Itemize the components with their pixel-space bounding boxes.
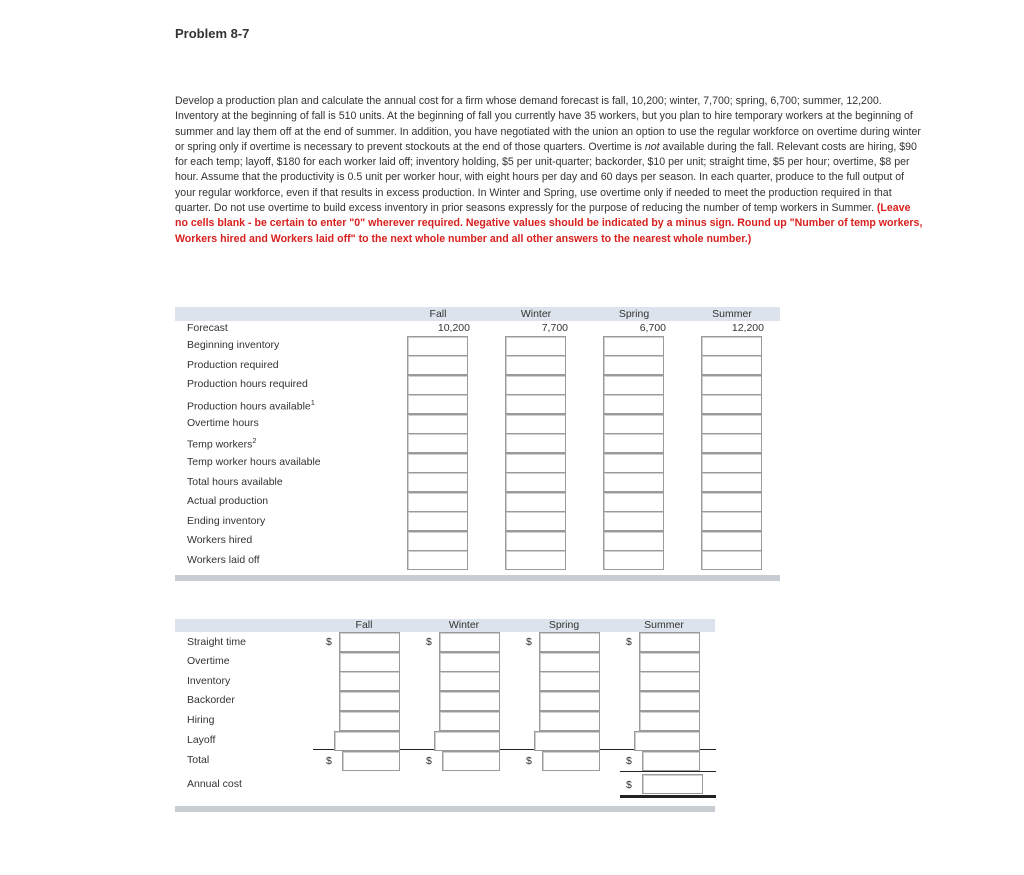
cost-fall-total-dollar-sign: $ <box>326 755 332 767</box>
cost-fall-straight-time-dollar-sign: $ <box>326 636 332 648</box>
plan-fall-temp-worker-hours-available-cell <box>407 453 468 473</box>
plan-fall-workers-hired-input[interactable] <box>408 533 467 551</box>
plan-winter-ending-inventory-cell <box>505 511 566 531</box>
cost-summer-backorder-input[interactable] <box>640 693 699 711</box>
cost-winter-backorder-cell <box>439 691 500 711</box>
plan-summer-production-required-cell <box>701 355 762 375</box>
cost-fall-inventory-input[interactable] <box>340 673 399 691</box>
cost-spring-layoff-input[interactable] <box>535 733 599 751</box>
cost-fall-layoff-input[interactable] <box>335 733 399 751</box>
plan-fall-production-hours-required-cell <box>407 375 468 395</box>
cost-winter-overtime-input[interactable] <box>440 654 499 672</box>
plan-summer-actual-production-input[interactable] <box>702 494 761 512</box>
plan-winter-total-hours-available-input[interactable] <box>506 474 565 492</box>
plan-fall-temp-workers-input[interactable] <box>408 435 467 453</box>
plan-summer-workers-laid-off-cell <box>701 550 762 570</box>
cost-winter-hiring-cell <box>439 711 500 731</box>
footnote-2: 2 <box>252 436 257 445</box>
cost-winter-inventory-input[interactable] <box>440 673 499 691</box>
row-label-workers-hired <box>187 534 252 546</box>
plan-spring-actual-production-input[interactable] <box>604 494 663 512</box>
cost-winter-layoff-input[interactable] <box>435 733 499 751</box>
plan-summer-production-hours-required-cell <box>701 375 762 395</box>
plan-fall-total-hours-available-input[interactable] <box>408 474 467 492</box>
cost-winter-total-input[interactable] <box>443 753 499 771</box>
plan-spring-total-hours-available-cell <box>603 472 664 492</box>
cost-fall-inventory-cell <box>339 671 400 691</box>
cost-spring-hiring-cell <box>539 711 600 731</box>
row-label-workers-laid-off <box>187 554 260 566</box>
plan-winter-actual-production-input[interactable] <box>506 494 565 512</box>
problem-statement <box>175 94 925 247</box>
annual-double-rule <box>620 795 716 798</box>
plan-fall-actual-production-cell <box>407 492 468 512</box>
plan-winter-actual-production-cell <box>505 492 566 512</box>
plan-summer-ending-inventory-cell <box>701 511 762 531</box>
cost-summer-straight-time-input[interactable] <box>640 634 699 652</box>
plan-fall-beginning-inventory-input[interactable] <box>408 338 467 356</box>
plan-table-header-bar <box>175 307 780 321</box>
cost-col-summer: Summer <box>644 619 684 631</box>
plan-fall-ending-inventory-cell <box>407 511 468 531</box>
plan-winter-production-hours-available-cell <box>505 394 566 414</box>
row-label-temp-workers <box>187 436 257 451</box>
row-label-total-hours-available <box>187 476 283 488</box>
plan-winter-production-required-input[interactable] <box>506 357 565 375</box>
plan-fall-production-required-cell <box>407 355 468 375</box>
plan-fall-production-hours-required-input[interactable] <box>408 377 467 395</box>
plan-fall-actual-production-input[interactable] <box>408 494 467 512</box>
row-label-text: Beginning inventory <box>187 339 280 351</box>
plan-winter-production-hours-required-input[interactable] <box>506 377 565 395</box>
cost-winter-straight-time-input[interactable] <box>440 634 499 652</box>
plan-winter-temp-workers-cell <box>505 433 566 453</box>
plan-winter-production-required-cell <box>505 355 566 375</box>
plan-winter-overtime-hours-cell <box>505 414 566 434</box>
plan-summer-total-hours-available-input[interactable] <box>702 474 761 492</box>
cost-winter-straight-time-cell <box>439 632 500 652</box>
cost-spring-total-input[interactable] <box>543 753 599 771</box>
plan-winter-production-hours-required-cell <box>505 375 566 395</box>
row-label-beginning-inventory <box>187 339 279 351</box>
row-label-text: Production hours required <box>187 378 308 390</box>
plan-spring-workers-laid-off-input[interactable] <box>604 552 663 570</box>
cost-spring-straight-time-input[interactable] <box>540 634 599 652</box>
plan-winter-beginning-inventory-cell <box>505 336 566 356</box>
plan-winter-temp-worker-hours-available-input[interactable] <box>506 455 565 473</box>
cost-winter-inventory-cell <box>439 671 500 691</box>
row-label-text: Total hours available <box>187 476 283 488</box>
plan-summer-temp-workers-input[interactable] <box>702 435 761 453</box>
plan-fall-production-hours-available-cell <box>407 394 468 414</box>
row-label-text: Ending inventory <box>187 515 266 527</box>
cost-label-overtime: Overtime <box>187 655 230 667</box>
cost-spring-total-cell <box>542 751 600 771</box>
cost-fall-straight-time-cell <box>339 632 400 652</box>
cost-summer-overtime-cell <box>639 652 700 672</box>
cost-winter-layoff-cell <box>434 731 500 751</box>
plan-summer-production-hours-available-input[interactable] <box>702 396 761 414</box>
row-label-text: Temp worker hours available <box>187 456 321 468</box>
plan-summer-temp-worker-hours-available-cell <box>701 453 762 473</box>
plan-winter-workers-hired-input[interactable] <box>506 533 565 551</box>
forecast-spring: 6,700 <box>639 322 666 334</box>
cost-summer-layoff-cell <box>634 731 700 751</box>
plan-winter-ending-inventory-input[interactable] <box>506 513 565 531</box>
plan-fall-beginning-inventory-cell <box>407 336 468 356</box>
plan-summer-beginning-inventory-cell <box>701 336 762 356</box>
forecast-fall: 10,200 <box>437 322 470 334</box>
cost-summer-total-dollar-sign: $ <box>626 755 632 767</box>
plan-spring-temp-workers-cell <box>603 433 664 453</box>
cost-label-total: Total <box>187 754 210 766</box>
plan-spring-temp-worker-hours-available-cell <box>603 453 664 473</box>
row-label-text: Production hours available <box>187 400 311 413</box>
plan-col-summer: Summer <box>712 308 752 320</box>
plan-summer-temp-workers-cell <box>701 433 762 453</box>
cost-col-winter: Winter <box>448 619 480 631</box>
row-label-text: Temp workers <box>187 438 253 451</box>
cost-winter-straight-time-dollar-sign: $ <box>426 636 432 648</box>
cost-annual-dollar-sign: $ <box>626 779 632 791</box>
plan-spring-total-hours-available-input[interactable] <box>604 474 663 492</box>
cost-fall-straight-time-input[interactable] <box>340 634 399 652</box>
plan-spring-overtime-hours-input[interactable] <box>604 416 663 434</box>
plan-spring-workers-hired-input[interactable] <box>604 533 663 551</box>
cost-spring-inventory-cell <box>539 671 600 691</box>
plan-spring-actual-production-cell <box>603 492 664 512</box>
row-label-production-hours-required <box>187 378 308 390</box>
cost-spring-straight-time-cell <box>539 632 600 652</box>
plan-fall-workers-laid-off-input[interactable] <box>408 552 467 570</box>
plan-summer-production-required-input[interactable] <box>702 357 761 375</box>
problem-text-emphasis: not <box>644 140 660 153</box>
cost-table-bottom-bar <box>175 806 715 812</box>
cost-fall-total-input[interactable] <box>343 753 399 771</box>
problem-title: Problem 8-7 <box>175 26 250 41</box>
plan-winter-production-hours-available-input[interactable] <box>506 396 565 414</box>
plan-spring-beginning-inventory-cell <box>603 336 664 356</box>
cost-fall-overtime-input[interactable] <box>340 654 399 672</box>
plan-summer-beginning-inventory-input[interactable] <box>702 338 761 356</box>
cost-winter-backorder-input[interactable] <box>440 693 499 711</box>
plan-winter-workers-laid-off-input[interactable] <box>506 552 565 570</box>
row-label-overtime-hours <box>187 417 259 429</box>
cost-label-layoff: Layoff <box>187 734 216 746</box>
cost-fall-backorder-input[interactable] <box>340 693 399 711</box>
cost-annual-cost-input[interactable] <box>643 776 702 794</box>
plan-table-bottom-bar <box>175 575 780 581</box>
row-label-production-required <box>187 359 279 371</box>
cost-summer-hiring-input[interactable] <box>640 713 699 731</box>
cost-fall-overtime-cell <box>339 652 400 672</box>
plan-summer-temp-worker-hours-available-input[interactable] <box>702 455 761 473</box>
cost-winter-total-dollar-sign: $ <box>426 755 432 767</box>
cost-fall-backorder-cell <box>339 691 400 711</box>
cost-spring-total-dollar-sign: $ <box>526 755 532 767</box>
plan-summer-actual-production-cell <box>701 492 762 512</box>
cost-fall-layoff-cell <box>334 731 400 751</box>
forecast-label: Forecast <box>187 322 228 334</box>
cost-fall-total-cell <box>342 751 400 771</box>
plan-spring-workers-hired-cell <box>603 531 664 551</box>
plan-spring-production-hours-available-cell <box>603 394 664 414</box>
cost-spring-backorder-cell <box>539 691 600 711</box>
row-label-text: Actual production <box>187 495 269 507</box>
plan-summer-ending-inventory-input[interactable] <box>702 513 761 531</box>
plan-summer-workers-hired-input[interactable] <box>702 533 761 551</box>
row-label-ending-inventory <box>187 515 265 527</box>
plan-winter-temp-workers-input[interactable] <box>506 435 565 453</box>
plan-fall-ending-inventory-input[interactable] <box>408 513 467 531</box>
plan-fall-temp-worker-hours-available-input[interactable] <box>408 455 467 473</box>
cost-summer-overtime-input[interactable] <box>640 654 699 672</box>
cost-spring-overtime-input[interactable] <box>540 654 599 672</box>
plan-spring-workers-laid-off-cell <box>603 550 664 570</box>
cost-fall-hiring-input[interactable] <box>340 713 399 731</box>
plan-spring-temp-workers-input[interactable] <box>604 435 663 453</box>
plan-winter-overtime-hours-input[interactable] <box>506 416 565 434</box>
cost-col-fall: Fall <box>355 619 373 631</box>
cost-summer-straight-time-dollar-sign: $ <box>626 636 632 648</box>
plan-summer-overtime-hours-input[interactable] <box>702 416 761 434</box>
cost-fall-hiring-cell <box>339 711 400 731</box>
plan-spring-temp-worker-hours-available-input[interactable] <box>604 455 663 473</box>
plan-fall-temp-workers-cell <box>407 433 468 453</box>
total-rule <box>620 771 716 772</box>
cost-summer-inventory-cell <box>639 671 700 691</box>
plan-summer-overtime-hours-cell <box>701 414 762 434</box>
cost-label-inventory: Inventory <box>187 675 231 687</box>
plan-spring-production-required-cell <box>603 355 664 375</box>
plan-fall-overtime-hours-input[interactable] <box>408 416 467 434</box>
plan-col-winter: Winter <box>520 308 552 320</box>
cost-spring-inventory-input[interactable] <box>540 673 599 691</box>
plan-winter-beginning-inventory-input[interactable] <box>506 338 565 356</box>
plan-fall-total-hours-available-cell <box>407 472 468 492</box>
cost-summer-inventory-input[interactable] <box>640 673 699 691</box>
forecast-summer: 12,200 <box>731 322 764 334</box>
plan-spring-ending-inventory-input[interactable] <box>604 513 663 531</box>
cost-label-backorder: Backorder <box>187 694 235 706</box>
row-label-production-hours-available <box>187 398 315 413</box>
problem-instruction: (Leave no cells blank - be certain to enter "0" wherever required. Negative values should be indicated by a minus sign. Round up "Number of temp workers, Workers hired and Workers laid off" to the next whole number and all other answers to the nearest whole number.) <box>175 202 923 245</box>
row-label-text: Overtime hours <box>187 417 259 429</box>
plan-spring-production-required-input[interactable] <box>604 357 663 375</box>
problem-text-part-2: available during the fall. Relevant costs are hiring, $90 for each temp; layoff, $180 for each worker laid off; inventory holding, $5 per unit-quarter; backorder, $10 per unit; straight time, $5 per hour; overtime, $8 per hour. Assume that the productivity is 0.5 unit per worker hour, with eight hours per day and 60 days per season. In each quarter, produce to the full output of your regular workforce, even if that results in excess production. In Winter and Spring, use overtime only if needed to meet the production required in that quarter. Do not use overtime to build excess inventory in prior seasons expressly for the purpose of reducing the number of temp workers in Summer. <box>175 140 917 215</box>
plan-spring-production-hours-required-input[interactable] <box>604 377 663 395</box>
plan-spring-production-hours-available-input[interactable] <box>604 396 663 414</box>
plan-fall-overtime-hours-cell <box>407 414 468 434</box>
cost-summer-layoff-input[interactable] <box>635 733 699 751</box>
plan-winter-workers-laid-off-cell <box>505 550 566 570</box>
plan-winter-workers-hired-cell <box>505 531 566 551</box>
cost-spring-overtime-cell <box>539 652 600 672</box>
cost-spring-backorder-input[interactable] <box>540 693 599 711</box>
row-label-text: Workers hired <box>187 534 253 546</box>
plan-spring-beginning-inventory-input[interactable] <box>604 338 663 356</box>
row-label-text: Workers laid off <box>187 554 260 566</box>
problem-text-part-1: Develop a production plan and calculate the annual cost for a firm whose demand forecast is fall, 10,200; winter, 7,700; spring, 6,700; summer, 12,200. Inventory at the beginning of fall is 510 units. At the beginning of fall you currently have 35 workers, but you plan to hire temporary workers at the beginning of summer and lay them off at the end of summer. In addition, you have negotiated with the union an option to use the regular workforce on overtime during winter or spring only if overtime is necessary to prevent stockouts at the end of those quarters. Overtime is <box>175 95 921 153</box>
cost-spring-layoff-cell <box>534 731 600 751</box>
cost-label-annual-cost: Annual cost <box>187 778 242 790</box>
plan-col-spring: Spring <box>618 308 650 320</box>
cost-summer-total-input[interactable] <box>643 753 699 771</box>
cost-summer-hiring-cell <box>639 711 700 731</box>
forecast-winter: 7,700 <box>541 322 568 334</box>
cost-spring-straight-time-dollar-sign: $ <box>526 636 532 648</box>
footnote-1: 1 <box>310 398 315 407</box>
plan-fall-production-required-input[interactable] <box>408 357 467 375</box>
plan-summer-total-hours-available-cell <box>701 472 762 492</box>
plan-spring-ending-inventory-cell <box>603 511 664 531</box>
row-label-text: Production required <box>187 359 279 371</box>
cost-winter-total-cell <box>442 751 500 771</box>
cost-annual-cost-cell <box>642 774 703 794</box>
plan-summer-production-hours-available-cell <box>701 394 762 414</box>
plan-summer-workers-laid-off-input[interactable] <box>702 552 761 570</box>
cost-winter-hiring-input[interactable] <box>440 713 499 731</box>
plan-fall-production-hours-available-input[interactable] <box>408 396 467 414</box>
plan-winter-total-hours-available-cell <box>505 472 566 492</box>
cost-winter-overtime-cell <box>439 652 500 672</box>
cost-spring-hiring-input[interactable] <box>540 713 599 731</box>
plan-spring-overtime-hours-cell <box>603 414 664 434</box>
plan-fall-workers-hired-cell <box>407 531 468 551</box>
row-label-temp-worker-hours-available <box>187 456 321 468</box>
plan-fall-workers-laid-off-cell <box>407 550 468 570</box>
cost-summer-straight-time-cell <box>639 632 700 652</box>
cost-summer-backorder-cell <box>639 691 700 711</box>
plan-spring-production-hours-required-cell <box>603 375 664 395</box>
plan-summer-workers-hired-cell <box>701 531 762 551</box>
cost-summer-total-cell <box>642 751 700 771</box>
plan-summer-production-hours-required-input[interactable] <box>702 377 761 395</box>
cost-label-straight-time: Straight time <box>187 636 246 648</box>
cost-col-spring: Spring <box>548 619 580 631</box>
plan-winter-temp-worker-hours-available-cell <box>505 453 566 473</box>
cost-label-hiring: Hiring <box>187 714 215 726</box>
row-label-actual-production <box>187 495 268 507</box>
plan-col-fall: Fall <box>429 308 447 320</box>
